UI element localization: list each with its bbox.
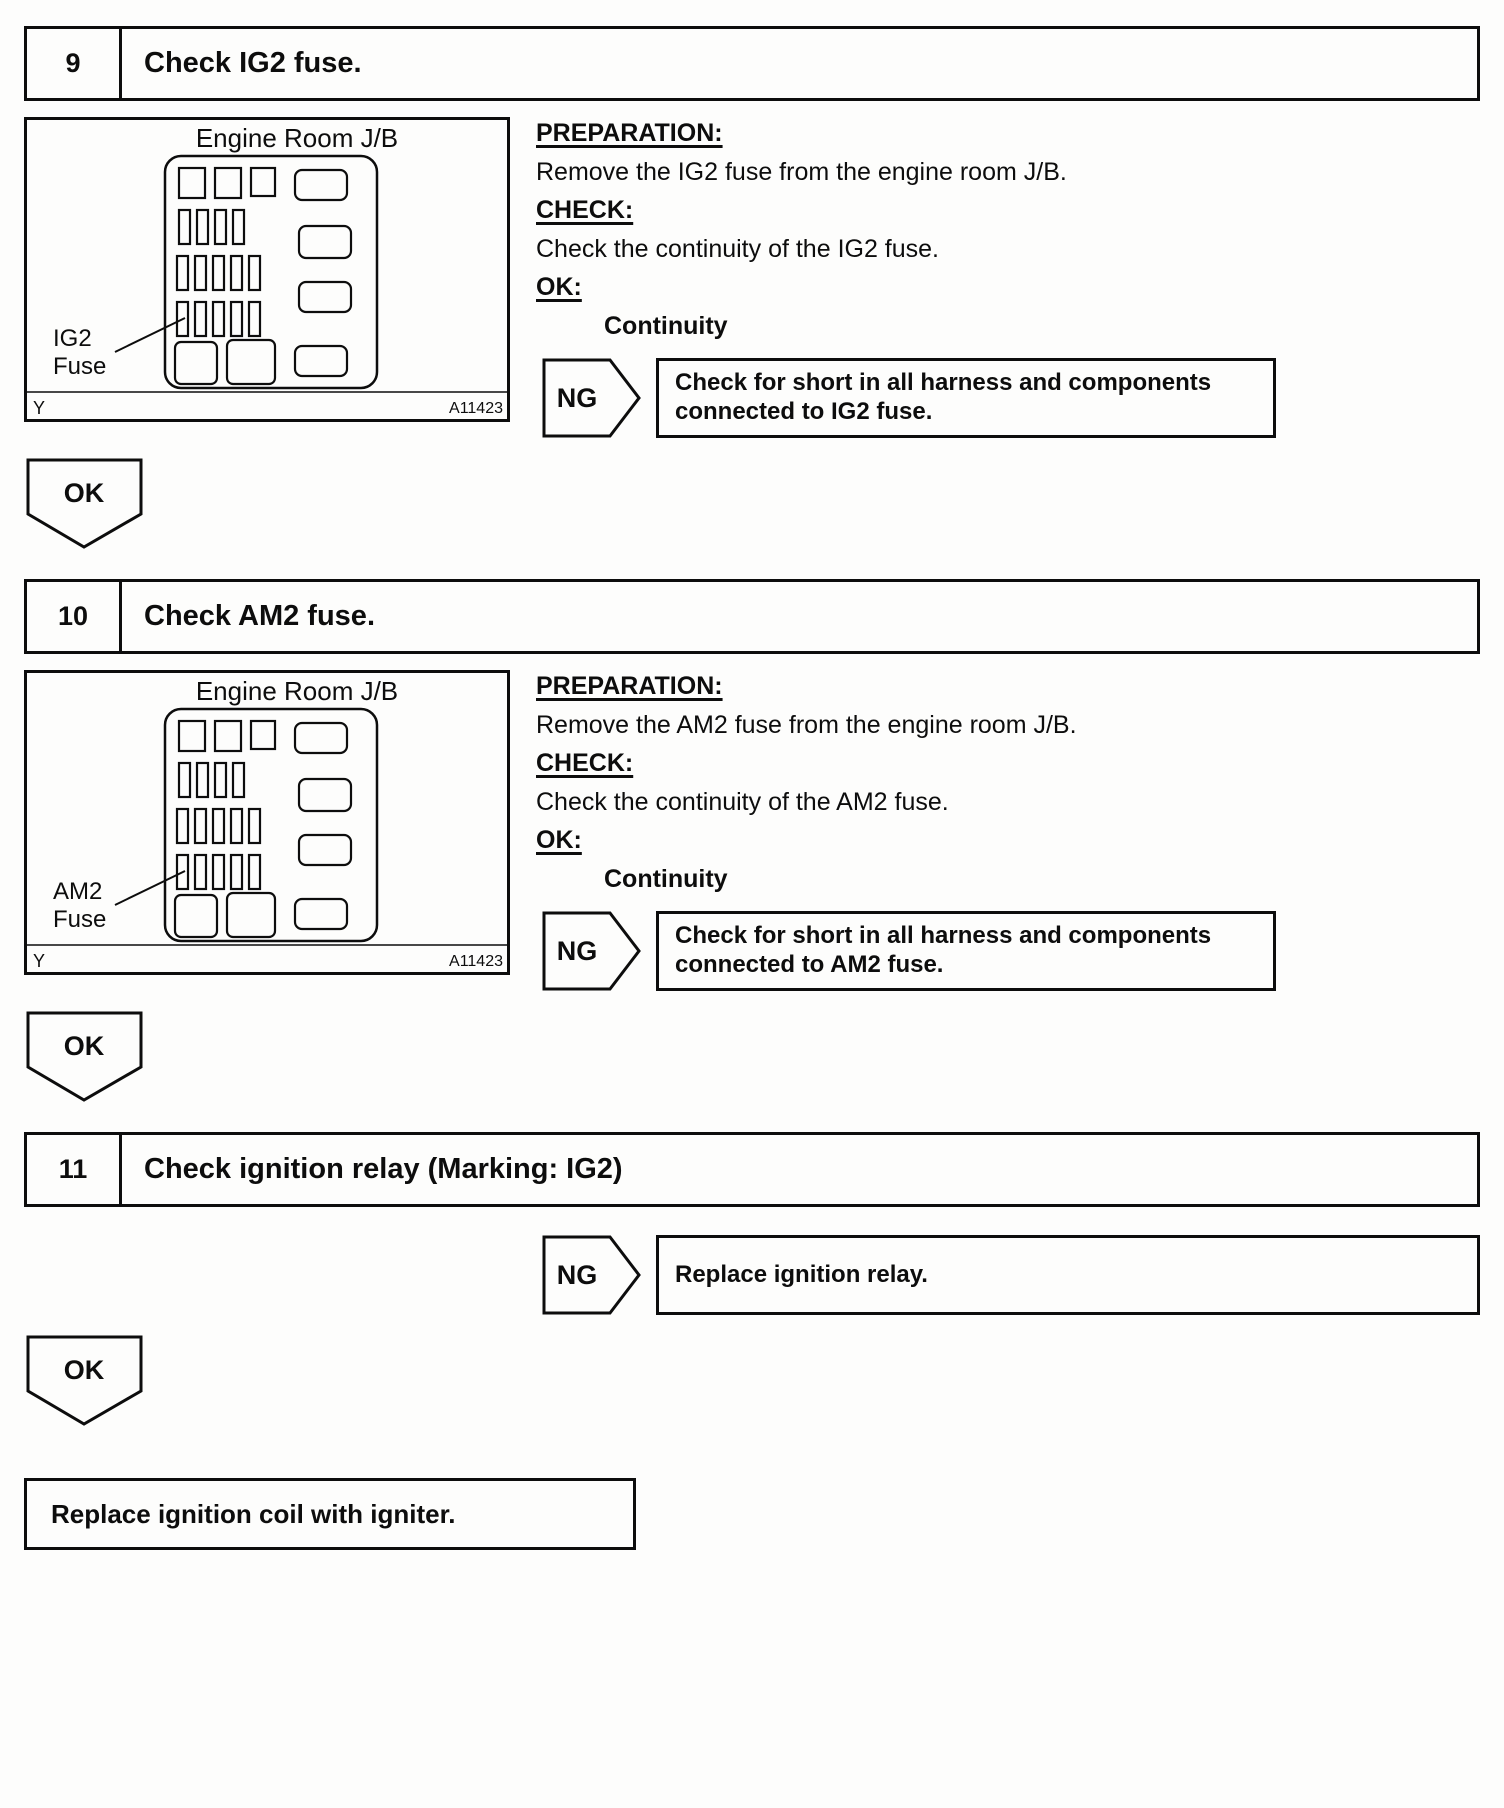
fuse-label-line2: Fuse [53,906,107,933]
fuse-box-diagram [27,673,507,972]
step-10-instructions [536,670,1480,991]
final-action-text: Replace ignition coil with igniter. [51,1498,456,1529]
ng-action-box [656,911,1276,991]
ok-heading: OK: [536,826,582,854]
step-title: Check IG2 fuse. [144,47,362,79]
preparation-heading: PREPARATION: [536,119,723,147]
ok-condition-text: Continuity [604,311,728,340]
ok-label: OK [63,478,105,508]
ok-heading: OK: [536,273,582,301]
figure-corner-letter: Y [33,398,46,418]
ok-arrow-icon [26,1011,144,1103]
preparation-text: Remove the IG2 fuse from the engine room J/B. [536,157,1067,186]
check-heading: CHECK: [536,749,634,777]
step-title: Check ignition relay (Marking: IG2) [144,1153,623,1185]
ng-action-text: Check for short in all harness and components connected to IG2 fuse. [675,369,1212,425]
step-9-instructions [536,117,1480,438]
ng-action-text: Replace ignition relay. [675,1260,928,1288]
ng-label: NG [556,1260,598,1290]
step-11-ng-row [542,1235,1480,1315]
fuse-box-figure [24,117,510,422]
fuse-label-line2: Fuse [53,353,107,380]
figure-code: A11423 [449,953,503,970]
ng-action-text: Check for short in all harness and components connected to AM2 fuse. [675,922,1212,978]
ng-arrow-icon [542,358,642,438]
check-heading: CHECK: [536,196,634,224]
preparation-text: Remove the AM2 fuse from the engine room J/B. [536,710,1077,739]
step-number: 11 [27,1135,122,1204]
final-action-box [24,1478,636,1550]
ok-condition-text: Continuity [604,864,728,893]
ng-arrow-icon [542,911,642,991]
ng-action-box [656,1235,1480,1315]
figure-title: Engine Room J/B [195,123,399,153]
step-10-header [24,579,1480,654]
fuse-box-diagram [27,120,507,419]
ng-action-box [656,358,1276,438]
ok-arrow-icon [26,1335,144,1427]
step-10-ng-row [542,911,1480,991]
step-11-header [24,1132,1480,1207]
ng-label: NG [556,383,598,413]
figure-corner-letter: Y [33,951,46,971]
fuse-label-line1: IG2 [53,325,92,352]
figure-title: Engine Room J/B [195,676,399,706]
ng-arrow-icon [542,1235,642,1315]
step-number: 10 [27,582,122,651]
step-number: 9 [27,29,122,98]
step-9-header [24,26,1480,101]
ok-label: OK [63,1355,105,1385]
step-9-body [24,117,1480,438]
preparation-heading: PREPARATION: [536,672,723,700]
junction-block-outline [165,709,377,941]
check-text: Check the continuity of the IG2 fuse. [536,234,940,263]
ok-arrow-icon [26,458,144,550]
step-10-body [24,670,1480,991]
figure-code: A11423 [449,400,503,417]
ok-label: OK [63,1031,105,1061]
step-title: Check AM2 fuse. [144,600,375,632]
junction-block-outline [165,156,377,388]
check-text: Check the continuity of the AM2 fuse. [536,787,949,816]
ng-label: NG [556,936,598,966]
fuse-label-line1: AM2 [53,878,103,905]
step-9-ng-row [542,358,1480,438]
fuse-box-figure [24,670,510,975]
